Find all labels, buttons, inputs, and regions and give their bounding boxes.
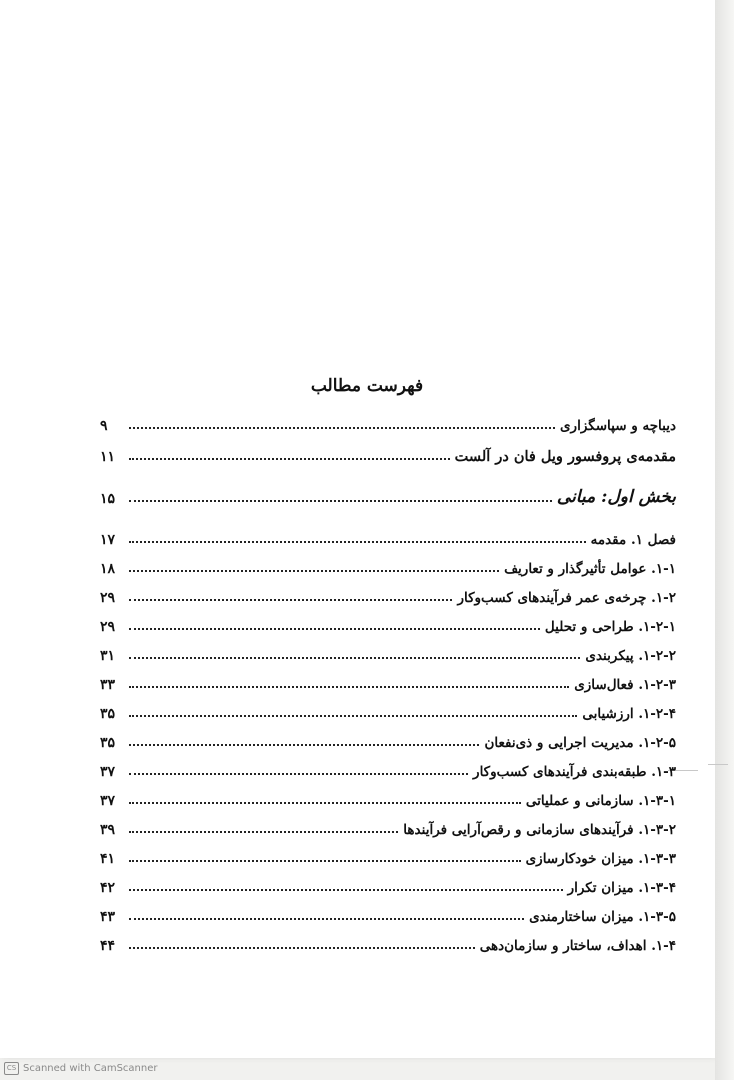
toc-entry-label: ۱-۲-۴. ارزشیابی bbox=[582, 706, 676, 722]
toc-entry-label: ۱-۳-۵. میزان ساختارمندی bbox=[529, 909, 676, 925]
dot-leader bbox=[129, 569, 499, 572]
toc-entry-page: ۳۱ bbox=[100, 648, 116, 664]
dot-leader bbox=[129, 656, 580, 659]
toc-title: فهرست مطالب bbox=[310, 376, 424, 396]
toc-entry-page: ۲۹ bbox=[100, 590, 116, 606]
toc-entry bbox=[100, 582, 676, 606]
toc-part-heading bbox=[100, 483, 676, 507]
page-edge-shadow bbox=[715, 0, 734, 1080]
toc-entry-label: ۱-۳. طبقه‌بندی فرآیندهای کسب‌وکار bbox=[473, 764, 676, 780]
dot-leader bbox=[129, 457, 450, 460]
dot-leader bbox=[129, 598, 452, 601]
scan-artifact-line bbox=[708, 764, 728, 765]
dot-leader bbox=[129, 743, 479, 746]
toc-entry-label: مقدمه‌ی پروفسور ویل فان در آلست bbox=[454, 448, 676, 465]
toc-entry bbox=[100, 901, 676, 925]
toc-entry bbox=[100, 814, 676, 838]
toc-entry-page: ۳۷ bbox=[100, 764, 116, 780]
dot-leader bbox=[129, 888, 563, 891]
toc-entry bbox=[100, 553, 676, 577]
toc-entry-page: ۳۵ bbox=[100, 706, 116, 722]
toc-entry-label: ۱-۲-۳. فعال‌سازی bbox=[574, 677, 676, 693]
toc-entry-page: ۳۹ bbox=[100, 822, 116, 838]
toc-entry-page: ۳۵ bbox=[100, 735, 116, 751]
toc-entry-page: ۴۳ bbox=[100, 909, 116, 925]
toc-entry bbox=[100, 698, 676, 722]
dot-leader bbox=[129, 714, 577, 717]
toc-entry-page: ۴۱ bbox=[100, 851, 116, 867]
dot-leader bbox=[129, 540, 586, 543]
toc-entry-label: ۱-۲-۱. طراحی و تحلیل bbox=[544, 619, 676, 635]
toc-entry-label: ۱-۳-۲. فرآیندهای سازمانی و رقص‌آرایی فرآیندها bbox=[403, 822, 676, 838]
toc-entry bbox=[100, 843, 676, 867]
watermark-text: Scanned with CamScanner bbox=[23, 1063, 158, 1074]
toc-entry-label: ۱-۳-۴. میزان تکرار bbox=[567, 880, 676, 896]
toc-entry bbox=[100, 756, 676, 780]
dot-leader bbox=[129, 830, 398, 833]
toc-entry-label: ۱-۲-۲. پیکربندی bbox=[585, 648, 676, 664]
toc-entry-label: ۱-۲. چرخه‌ی عمر فرآیندهای کسب‌وکار bbox=[457, 590, 676, 606]
toc-entry-page: ۱۱ bbox=[100, 449, 116, 465]
toc-entry-page: ۹ bbox=[100, 418, 108, 434]
toc-entry-label: ۱-۱. عوامل تأثیرگذار و تعاریف bbox=[504, 561, 676, 577]
toc-entry-page: ۳۳ bbox=[100, 677, 116, 693]
toc-entry-label: ۱-۳-۱. سازمانی و عملیاتی bbox=[525, 793, 676, 809]
toc-entry-page: ۱۵ bbox=[100, 491, 116, 507]
toc-entry-label: ۱-۴. اهداف، ساختار و سازمان‌دهی bbox=[479, 938, 676, 954]
toc-entry-label: ۱-۲-۵. مدیریت اجرایی و ذی‌نفعان bbox=[484, 735, 676, 751]
scanner-watermark bbox=[4, 1062, 158, 1075]
toc-entry bbox=[100, 441, 676, 465]
toc-entry bbox=[100, 640, 676, 664]
toc-entry-page: ۴۴ bbox=[100, 938, 116, 954]
toc-entry bbox=[100, 785, 676, 809]
camscanner-logo-icon: CS bbox=[4, 1062, 19, 1075]
dot-leader bbox=[129, 627, 540, 630]
dot-leader bbox=[129, 917, 524, 920]
toc-entry-label: بخش اول: مبانی bbox=[556, 487, 676, 507]
dot-leader bbox=[129, 772, 468, 775]
toc-entry-page: ۴۲ bbox=[100, 880, 116, 896]
dot-leader bbox=[129, 859, 521, 862]
toc-entry bbox=[100, 872, 676, 896]
toc-entry-page: ۱۸ bbox=[100, 561, 116, 577]
dot-leader bbox=[129, 499, 552, 502]
toc-entry-page: ۲۹ bbox=[100, 619, 116, 635]
toc-entry-label: دیباچه و سپاسگزاری bbox=[559, 418, 676, 434]
toc-entry-label: ۱-۳-۳. میزان خودکارسازی bbox=[525, 851, 676, 867]
toc-chapter bbox=[100, 524, 676, 548]
toc-entry-label: فصل ۱. مقدمه bbox=[590, 532, 676, 548]
dot-leader bbox=[129, 801, 521, 804]
toc-entry bbox=[100, 727, 676, 751]
toc-entry bbox=[100, 669, 676, 693]
toc-entry-page: ۱۷ bbox=[100, 532, 116, 548]
toc-entry bbox=[100, 410, 676, 434]
toc-entry bbox=[100, 611, 676, 635]
dot-leader bbox=[129, 426, 555, 429]
dot-leader bbox=[129, 946, 475, 949]
dot-leader bbox=[129, 685, 569, 688]
toc-entry bbox=[100, 930, 676, 954]
toc-entry-page: ۳۷ bbox=[100, 793, 116, 809]
